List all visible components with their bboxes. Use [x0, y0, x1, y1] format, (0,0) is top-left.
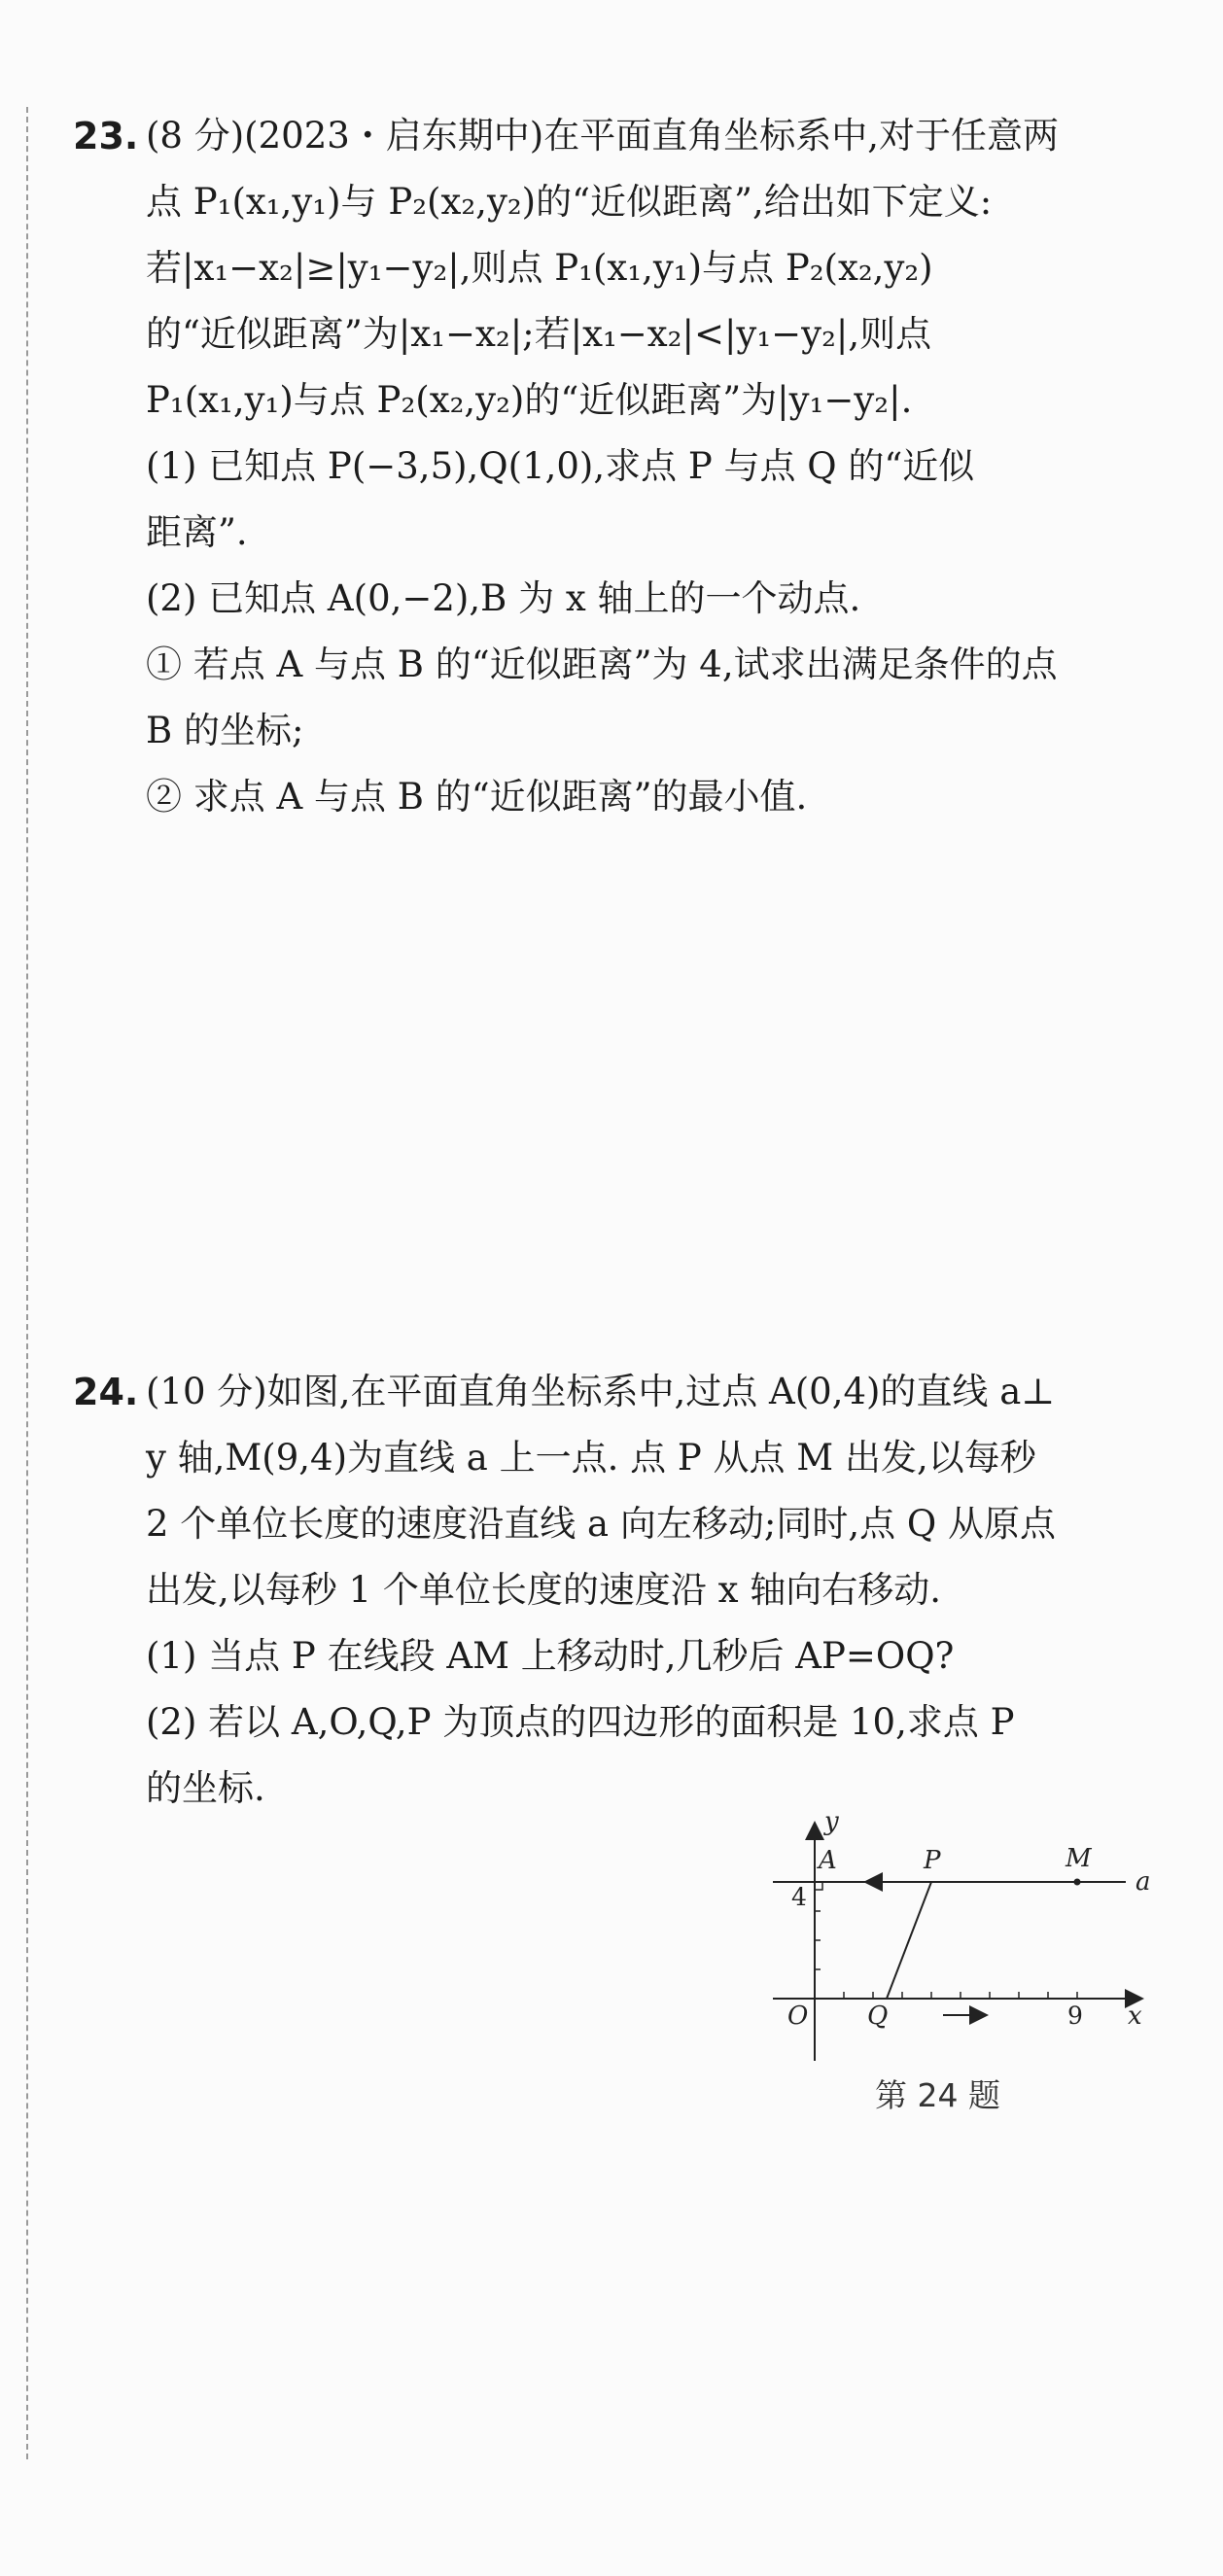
label-a-point: A — [819, 1846, 837, 1875]
label-x: x — [1128, 2002, 1142, 2031]
q24-line-2: y 轴,M(9,4)为直线 a 上一点. 点 P 从点 M 出发,以每秒 — [146, 1437, 1036, 1479]
label-m: M — [1066, 1844, 1092, 1873]
question-23-number: 23. — [73, 115, 139, 157]
dashed-margin-line — [26, 107, 28, 2459]
label-p: P — [924, 1846, 941, 1875]
label-nine: 9 — [1067, 2002, 1083, 2030]
q23-sub2-line: ② 求点 A 与点 B 的“近似距离”的最小值. — [146, 776, 808, 818]
q23-part1-line-2: 距离”. — [146, 511, 248, 553]
label-q: Q — [867, 2002, 889, 2031]
x-ticks — [844, 1992, 1077, 1999]
label-o: O — [787, 2002, 809, 2031]
q24-part2-line-2: 的坐标. — [146, 1767, 265, 1809]
q24-part2-line-1: (2) 若以 A,O,Q,P 为顶点的四边形的面积是 10,求点 P — [146, 1701, 1015, 1743]
q24-line-1: (10 分)如图,在平面直角坐标系中,过点 A(0,4)的直线 a⊥ — [146, 1371, 1056, 1412]
q23-line-3: 若|x₁−x₂|≥|y₁−y₂|,则点 P₁(x₁,y₁)与点 P₂(x₂,y₂) — [146, 247, 933, 289]
right-angle-mark — [815, 1882, 822, 1890]
q23-line-1: (8 分)(2023・启东期中)在平面直角坐标系中,对于任意两 — [146, 115, 1059, 157]
q23-part1-line-1: (1) 已知点 P(−3,5),Q(1,0),求点 P 与点 Q 的“近似 — [146, 445, 975, 487]
label-four: 4 — [791, 1883, 807, 1911]
label-line-a: a — [1136, 1867, 1151, 1897]
q23-sub1-line-2: B 的坐标; — [146, 710, 304, 751]
q24-line-3: 2 个单位长度的速度沿直线 a 向左移动;同时,点 Q 从原点 — [146, 1503, 1056, 1545]
q23-line-2: 点 P₁(x₁,y₁)与 P₂(x₂,y₂)的“近似距离”,给出如下定义: — [146, 181, 993, 223]
label-y: y — [824, 1808, 839, 1836]
q23-line-4: 的“近似距离”为|x₁−x₂|;若|x₁−x₂|<|y₁−y₂|,则点 — [146, 313, 932, 355]
q23-sub1-line-1: ① 若点 A 与点 B 的“近似距离”为 4,试求出满足条件的点 — [146, 644, 1058, 685]
q24-part1-line: (1) 当点 P 在线段 AM 上移动时,几秒后 AP=OQ? — [146, 1635, 955, 1677]
q23-line-5: P₁(x₁,y₁)与点 P₂(x₂,y₂)的“近似距离”为|y₁−y₂|. — [146, 379, 913, 421]
point-m-dot — [1074, 1879, 1081, 1886]
q23-part2-line: (2) 已知点 A(0,−2),B 为 x 轴上的一个动点. — [146, 577, 861, 619]
q24-line-4: 出发,以每秒 1 个单位长度的速度沿 x 轴向右移动. — [146, 1569, 941, 1611]
question-24-number: 24. — [73, 1371, 139, 1413]
figure-caption: 第 24 题 — [875, 2076, 1000, 2114]
segment-pq — [887, 1882, 931, 1999]
